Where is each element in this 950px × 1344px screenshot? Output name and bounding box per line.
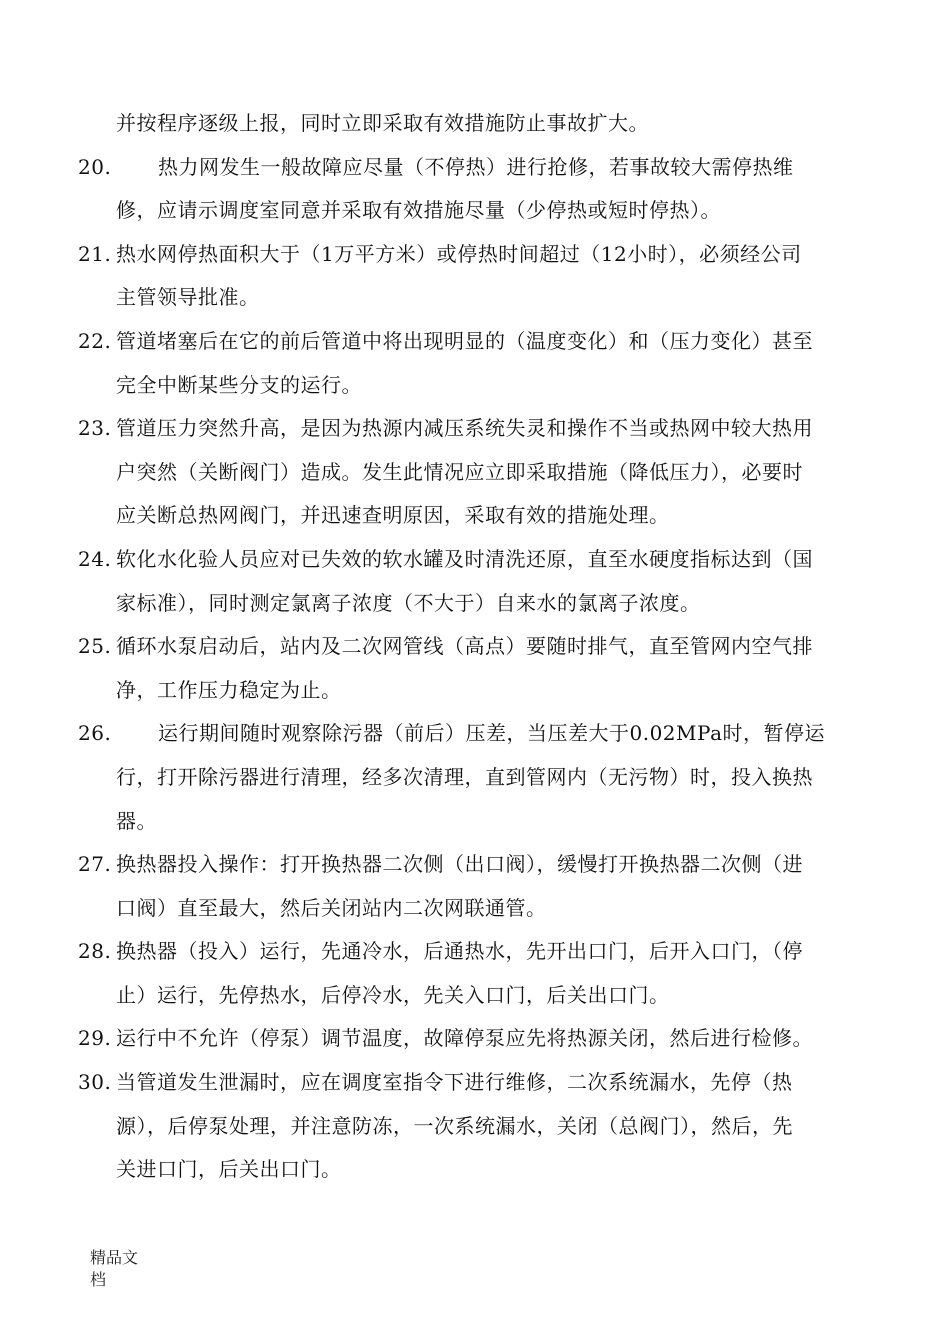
line-text: 换热器投入操作：打开换热器二次侧（出口阀），缓慢打开换热器二次侧（进 bbox=[116, 852, 803, 877]
line-text: 净，工作压力稳定为止。 bbox=[116, 677, 342, 702]
line-text: 行，打开除污器进行清理，经多次清理，直到管网内（无污物）时，投入换热 bbox=[116, 764, 813, 789]
document-body bbox=[78, 102, 873, 1192]
line-text: 热力网发生一般故障应尽量（不停热）进行抢修，若事故较大需停热维 bbox=[158, 154, 794, 179]
line-text: 户突然（关断阀门）造成。发生此情况应立即采取措施（降低压力），必要时 bbox=[116, 459, 803, 484]
item-number: 26. bbox=[78, 721, 112, 746]
line-text: 止）运行，先停热水，后停冷水，先关入口门，后关出口门。 bbox=[116, 982, 670, 1007]
text-line bbox=[78, 364, 873, 408]
line-text: 源），后停泵处理，并注意防冻，一次系统漏水，关闭（总阀门），然后，先 bbox=[116, 1113, 793, 1138]
text-line bbox=[78, 712, 873, 756]
text-line bbox=[78, 407, 873, 451]
line-text: 运行中不允许（停泵）调节温度，故障停泵应先将热源关闭，然后进行检修。 bbox=[116, 1026, 813, 1051]
item-number: 22. bbox=[78, 328, 112, 353]
line-text: 应关断总热网阀门，并迅速查明原因，采取有效的措施处理。 bbox=[116, 503, 670, 528]
text-line bbox=[78, 1061, 873, 1105]
text-line bbox=[78, 582, 873, 626]
line-text: 管道压力突然升高，是因为热源内减压系统失灵和操作不当或热网中较大热用 bbox=[116, 416, 813, 441]
text-line bbox=[78, 887, 873, 931]
text-line bbox=[78, 538, 873, 582]
line-text: 软化水化验人员应对已失效的软水罐及时清洗还原，直至水硬度指标达到（国 bbox=[116, 546, 813, 571]
text-line bbox=[78, 800, 873, 844]
item-number: 27. bbox=[78, 852, 112, 877]
text-line bbox=[78, 930, 873, 974]
text-line bbox=[78, 756, 873, 800]
item-number: 29. bbox=[78, 1026, 112, 1051]
text-line bbox=[78, 494, 873, 538]
text-line bbox=[78, 102, 873, 146]
line-text: 换热器（投入）运行，先通冷水，后通热水，先开出口门，后开入口门，（停 bbox=[116, 939, 803, 964]
line-text: 器。 bbox=[116, 808, 157, 833]
text-line bbox=[78, 451, 873, 495]
item-number: 24. bbox=[78, 546, 112, 571]
text-line bbox=[78, 843, 873, 887]
text-line bbox=[78, 1017, 873, 1061]
line-text: 修，应请示调度室同意并采取有效措施尽量（少停热或短时停热）。 bbox=[116, 198, 721, 223]
item-number: 20. bbox=[78, 154, 112, 179]
line-text: 循环水泵启动后，站内及二次网管线（高点）要随时排气，直至管网内空气排 bbox=[116, 634, 813, 659]
text-line bbox=[78, 189, 873, 233]
item-number: 30. bbox=[78, 1070, 112, 1095]
line-text: 关进口门，后关出口门。 bbox=[116, 1157, 342, 1182]
line-text: 家标准），同时测定氯离子浓度（不大于）自来水的氯离子浓度。 bbox=[116, 590, 701, 615]
text-line bbox=[78, 625, 873, 669]
text-line bbox=[78, 1148, 873, 1192]
text-line bbox=[78, 669, 873, 713]
footer-line-1: 精品文 bbox=[90, 1248, 139, 1267]
line-text: 热水网停热面积大于（1万平方米）或停热时间超过（12小时），必须经公司 bbox=[116, 241, 802, 266]
text-line bbox=[78, 146, 873, 190]
line-text: 管道堵塞后在它的前后管道中将出现明显的（温度变化）和（压力变化）甚至 bbox=[116, 328, 813, 353]
line-text: 并按程序逐级上报，同时立即采取有效措施防止事故扩大。 bbox=[116, 111, 649, 135]
text-line bbox=[78, 320, 873, 364]
item-number: 21. bbox=[78, 241, 112, 266]
item-number: 25. bbox=[78, 634, 112, 659]
footer-line-2: 档 bbox=[90, 1270, 107, 1289]
line-text: 完全中断某些分支的运行。 bbox=[116, 372, 362, 397]
footer-watermark bbox=[90, 1247, 150, 1291]
text-line bbox=[78, 1105, 873, 1149]
line-text: 主管领导批准。 bbox=[116, 285, 260, 310]
line-text: 运行期间随时观察除污器（前后）压差，当压差大于0.02MPa时，暂停运 bbox=[158, 721, 825, 746]
text-line bbox=[78, 233, 873, 277]
text-line bbox=[78, 974, 873, 1018]
line-text: 当管道发生泄漏时，应在调度室指令下进行维修，二次系统漏水，先停（热 bbox=[116, 1070, 793, 1095]
item-number: 28. bbox=[78, 939, 112, 964]
text-line bbox=[78, 276, 873, 320]
line-text: 口阀）直至最大，然后关闭站内二次网联通管。 bbox=[116, 895, 547, 920]
item-number: 23. bbox=[78, 416, 112, 441]
